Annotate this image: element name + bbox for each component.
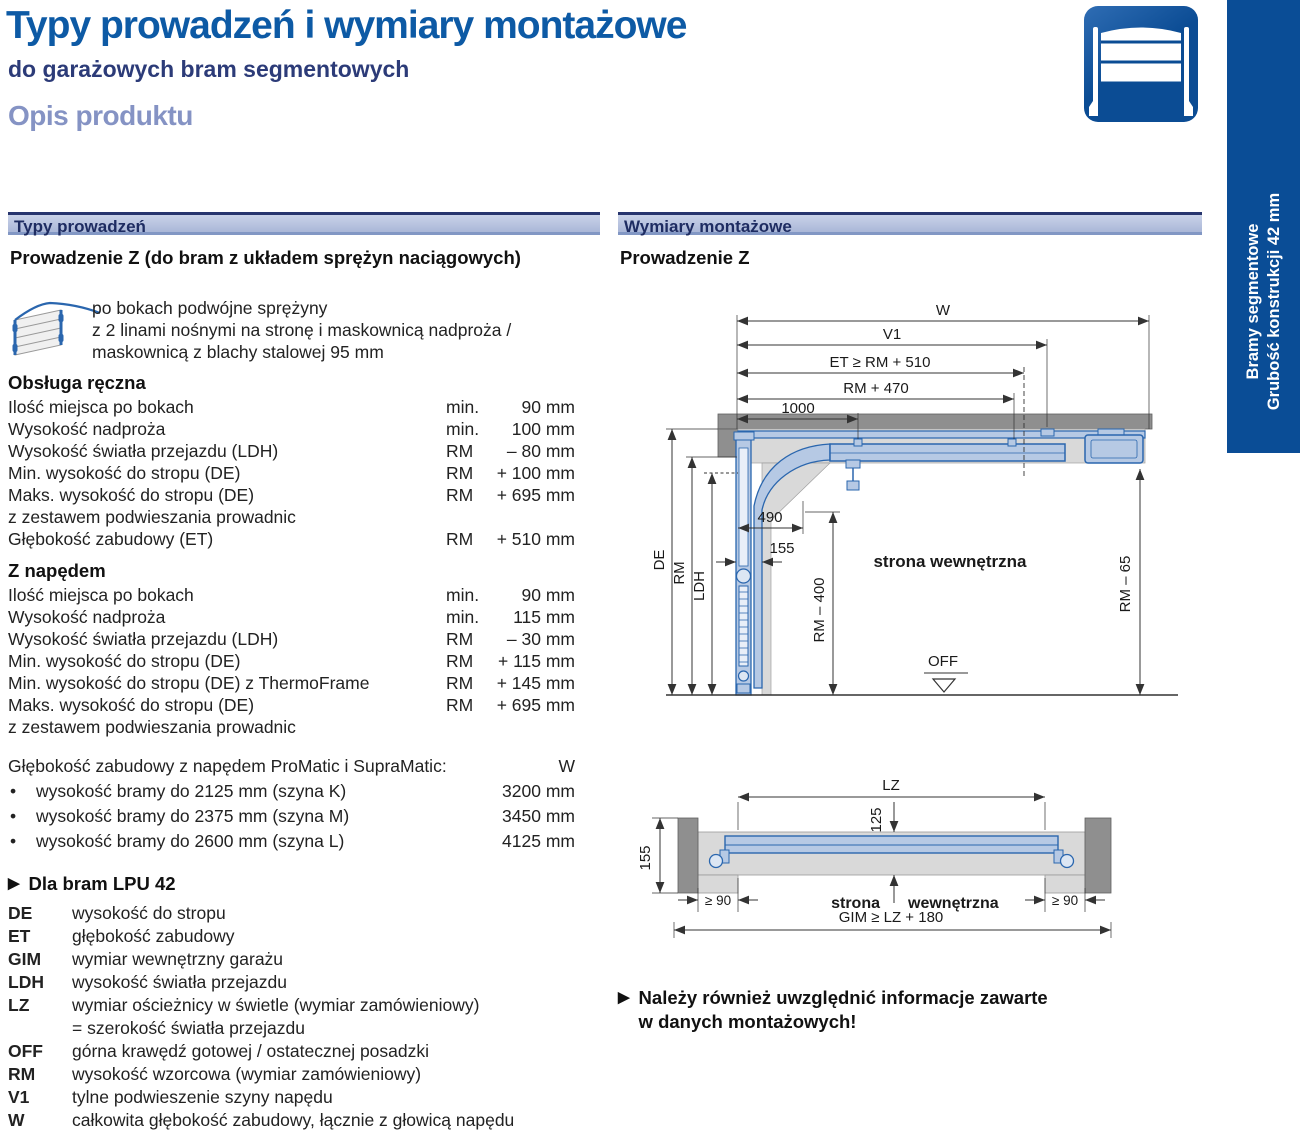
legend-row [8, 925, 588, 948]
spec-label: Maks. wysokość do stropu (DE) [8, 695, 255, 715]
table-row [8, 485, 575, 507]
depth-item-label: wysokość bramy do 2600 mm (szyna L) [36, 831, 345, 851]
track-z-subheader: Prowadzenie Z (do bram z układem sprężyn naciągowych) [10, 247, 521, 268]
dim-490: 490 [757, 509, 783, 526]
spec-label: Min. wysokość do stropu (DE) [8, 463, 241, 483]
legend-row [8, 994, 588, 1017]
dim-ldh: LDH [691, 570, 708, 602]
rail-suspension-bracket [854, 439, 862, 446]
dim-et: ET ≥ RM + 510 [829, 354, 931, 371]
spec-value: + 145 mm [496, 673, 575, 693]
v1-suspension [1041, 429, 1054, 436]
depth-intro-value: W [558, 756, 575, 776]
section-bar-title: Wymiary montażowe [624, 217, 792, 236]
page-subtitle: do garażowych bram segmentowych [8, 56, 410, 82]
spec-label: Min. wysokość do stropu (DE) z ThermoFrame [8, 673, 370, 693]
abbreviation-legend [8, 902, 588, 1132]
label-inside: strona wewnętrzna [873, 552, 1027, 571]
spec-label: Wysokość nadproża [8, 607, 166, 627]
spec-label: Wysokość nadproża [8, 419, 166, 439]
legend-desc: górna krawędź gotowej / ostatecznej posadzki [72, 1041, 430, 1061]
legend-desc: = szerokość światła przejazdu [72, 1018, 305, 1038]
bullet-icon: • [10, 781, 17, 801]
side-view-drawing [630, 288, 1215, 738]
list-item [8, 831, 575, 856]
legend-row [8, 1040, 588, 1063]
dim-1000: 1000 [781, 400, 815, 417]
legend-row [8, 1109, 588, 1132]
page-title: Typy prowadzeń i wymiary montażowe [6, 4, 687, 47]
dim-de: DE [651, 549, 668, 571]
table-row [8, 673, 575, 695]
legend-key [8, 1017, 72, 1040]
legend-desc: wymiar wewnętrzny garażu [72, 949, 284, 969]
jamb-left [698, 875, 738, 893]
spec-value: + 695 mm [496, 695, 575, 715]
legend-row [8, 1086, 588, 1109]
spec-label: Min. wysokość do stropu (DE) [8, 651, 241, 671]
lpu42-note [8, 872, 176, 896]
sectional-door-icon [1084, 6, 1198, 127]
spec-label: z zestawem podwieszania prowadnic [8, 717, 296, 737]
legend-desc: głębokość zabudowy [72, 926, 235, 946]
dim-gim: GIM ≥ LZ + 180 [838, 909, 944, 926]
legend-desc: tylne podwieszenie szyny napędu [72, 1087, 333, 1107]
section-bar-track-types [8, 212, 600, 235]
table-row [8, 585, 575, 607]
spec-value: 100 mm [511, 419, 575, 439]
spec-ref: min. [446, 419, 480, 439]
legend-desc: wysokość światła przejazdu [72, 972, 287, 992]
legend-desc: wymiar ościeżnicy w świetle (wymiar zamówieniowy) [72, 995, 480, 1015]
cable-drum [737, 569, 751, 583]
dim-90-left: ≥ 90 [704, 893, 732, 908]
spec-label: Głębokość zabudowy (ET) [8, 529, 214, 549]
section-title: Opis produktu [8, 100, 193, 131]
drawing-subheader: Prowadzenie Z [620, 247, 750, 268]
plan-view-drawing [630, 770, 1215, 990]
triangle-bullet-icon: ▶ [8, 875, 20, 892]
table-row [8, 397, 575, 419]
legend-key: OFF [8, 1041, 43, 1061]
pull-arm [847, 481, 859, 490]
dim-w: W [935, 302, 951, 319]
spec-label: Wysokość światła przejazdu (LDH) [8, 441, 279, 461]
dim-rm400: RM – 400 [811, 577, 828, 643]
note-line: Należy również uwzględnić informacje zawarte [638, 987, 1048, 1008]
spec-ref: RM [446, 485, 474, 505]
spec-value: 90 mm [521, 585, 575, 605]
legend-desc: całkowita głębokość zabudowy, łącznie z głowicą napędu [72, 1110, 515, 1130]
description-line: po bokach podwójne sprężyny [92, 298, 328, 318]
installation-data-note [618, 986, 1048, 1034]
manual-table-title: Obsługa ręczna [8, 372, 146, 393]
note-line: w danych montażowych! [638, 1011, 857, 1032]
depth-item-label: wysokość bramy do 2375 mm (szyna M) [36, 806, 350, 826]
table-row [8, 717, 575, 739]
lpu42-note-text: Dla bram LPU 42 [28, 873, 176, 894]
spec-value: + 510 mm [496, 529, 575, 549]
spec-value: – 80 mm [506, 441, 575, 461]
table-row [8, 507, 575, 529]
section-bar-title: Typy prowadzeń [14, 217, 146, 236]
legend-key: LZ [8, 995, 30, 1015]
installation-data-note-text [639, 986, 1048, 1034]
top-bracket [734, 432, 754, 440]
legend-row [8, 971, 588, 994]
door-type-z-icon [4, 292, 104, 379]
wall-right [1085, 818, 1111, 893]
dim-rm65: RM – 65 [1117, 555, 1134, 613]
spec-ref: min. [446, 607, 480, 627]
legend-row [8, 1063, 588, 1086]
spec-label: Wysokość światła przejazdu (LDH) [8, 629, 279, 649]
label-inside-1: strona [831, 895, 880, 912]
list-item [8, 781, 575, 806]
bottom-bracket [737, 684, 750, 693]
legend-desc: wysokość wzorcowa (wymiar zamówieniowy) [72, 1064, 422, 1084]
dim-125: 125 [868, 807, 885, 833]
spec-ref: min. [446, 397, 480, 417]
description-line: z 2 linami nośnymi na stronę i maskownicą nadproża / [92, 320, 512, 340]
dim-155: 155 [637, 845, 654, 871]
dim-lz: LZ [882, 777, 900, 794]
tension-spring [739, 586, 748, 666]
depth-item-value: 3450 mm [502, 806, 575, 826]
manual-table [8, 397, 575, 551]
depth-intro-row [8, 756, 575, 781]
operator-head [1085, 435, 1143, 463]
description-line: maskownicą z blachy stalowej 95 mm [92, 342, 384, 362]
legend-key: RM [8, 1064, 36, 1084]
dim-90-right: ≥ 90 [1051, 893, 1079, 908]
door-leaf [725, 836, 1058, 853]
legend-key: ET [8, 926, 31, 946]
bottom-roller [739, 671, 749, 681]
legend-row [8, 948, 588, 971]
table-row [8, 629, 575, 651]
operator-depth-block [8, 756, 575, 856]
triangle-bullet-icon: ▶ [618, 989, 630, 1006]
spec-value: – 30 mm [506, 629, 575, 649]
table-row [8, 463, 575, 485]
dim-v1: V1 [882, 326, 902, 343]
depth-item-value: 3200 mm [502, 781, 575, 801]
dim-rm470: RM + 470 [843, 380, 909, 397]
powered-table-title: Z napędem [8, 560, 106, 581]
dim-rm: RM [671, 561, 688, 585]
edge-tab-line1: Bramy segmentowe [1243, 223, 1262, 380]
carriage [846, 460, 860, 468]
spec-ref: RM [446, 651, 474, 671]
spec-label: Maks. wysokość do stropu (DE) [8, 485, 255, 505]
legend-row [8, 902, 588, 925]
spec-label: Ilość miejsca po bokach [8, 585, 194, 605]
legend-key: W [8, 1110, 25, 1130]
label-inside-2: wewnętrzna [908, 895, 999, 912]
depth-intro-label: Głębokość zabudowy z napędem ProMatic i SupraMatic: [8, 756, 447, 776]
spec-ref: min. [446, 585, 480, 605]
roller-left [710, 855, 723, 868]
table-row [8, 695, 575, 717]
table-row [8, 607, 575, 629]
spec-ref: RM [446, 673, 474, 693]
spec-ref: RM [446, 695, 474, 715]
spec-value: + 695 mm [496, 485, 575, 505]
table-row [8, 529, 575, 551]
table-row [8, 651, 575, 673]
spec-label: z zestawem podwieszania prowadnic [8, 507, 296, 527]
label-off: OFF [928, 653, 958, 670]
roller-right [1061, 855, 1074, 868]
list-item [8, 806, 575, 831]
spec-value: + 115 mm [498, 651, 575, 671]
spec-ref: RM [446, 441, 474, 461]
legend-row [8, 1017, 588, 1040]
section-bar-mounting-dims [618, 212, 1202, 235]
legend-desc: wysokość do stropu [72, 903, 226, 923]
legend-key: DE [8, 903, 33, 923]
jamb-right [1045, 875, 1085, 893]
rail-suspension-bracket [1008, 439, 1016, 446]
table-row [8, 419, 575, 441]
spec-ref: RM [446, 463, 474, 483]
legend-key: V1 [8, 1087, 30, 1107]
depth-item-value: 4125 mm [502, 831, 575, 851]
track-z-description [92, 297, 511, 363]
dim-155: 155 [769, 540, 795, 557]
spec-ref: RM [446, 629, 474, 649]
wall-left [678, 818, 698, 893]
edge-tab-line2: Grubość konstrukcji 42 mm [1264, 192, 1283, 411]
bullet-icon: • [10, 806, 17, 826]
spec-label: Ilość miejsca po bokach [8, 397, 194, 417]
edge-tab [1227, 0, 1300, 453]
spec-ref: RM [446, 529, 474, 549]
ceiling-track [738, 431, 1145, 438]
datum-triangle-icon [933, 679, 955, 692]
operator-rail [830, 444, 1065, 461]
spec-value: 115 mm [513, 607, 575, 627]
spec-value: 90 mm [521, 397, 575, 417]
spec-value: + 100 mm [496, 463, 575, 483]
bullet-icon: • [10, 831, 17, 851]
depth-item-label: wysokość bramy do 2125 mm (szyna K) [36, 781, 347, 801]
edge-tab-text [1227, 0, 1300, 453]
table-row [8, 441, 575, 463]
legend-key: LDH [8, 972, 44, 992]
powered-table [8, 585, 575, 739]
legend-key: GIM [8, 949, 42, 969]
